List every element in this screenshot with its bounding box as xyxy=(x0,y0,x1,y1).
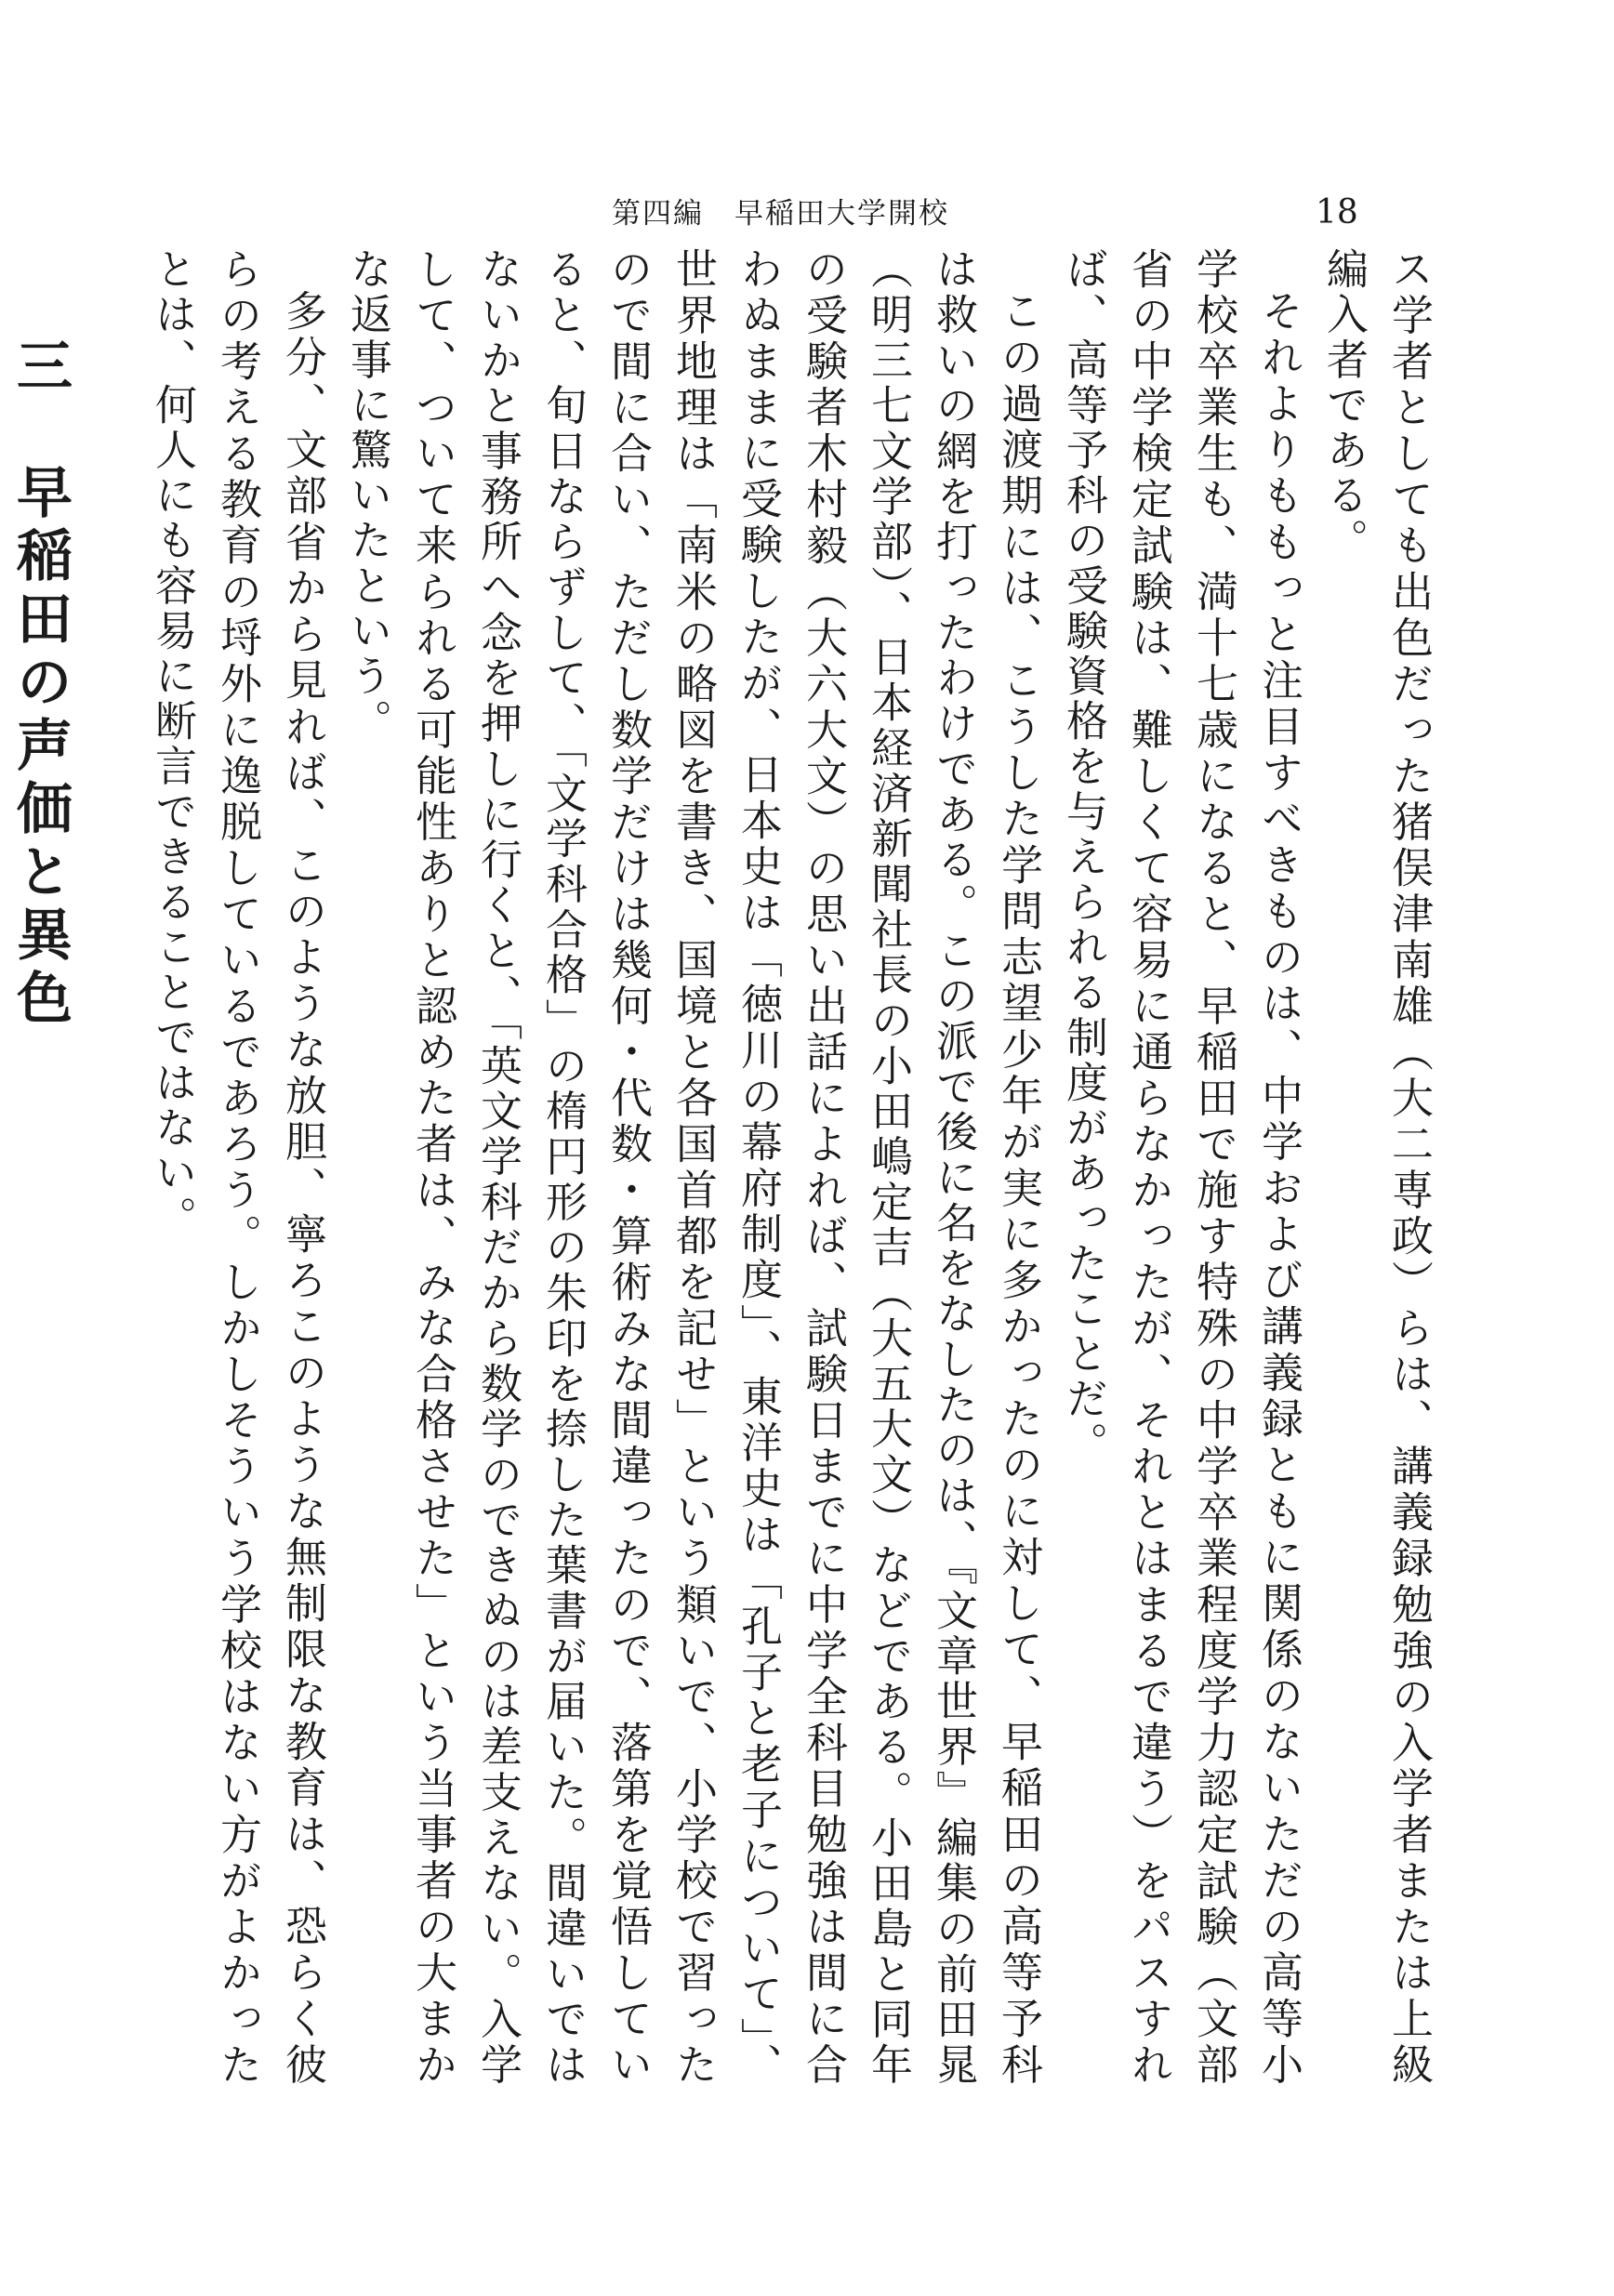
section-heading: 三 早稲田の声価と異色 xyxy=(7,336,73,1032)
paragraph-1: ス学者としても出色だった猪俣津南雄（大二専政）らは、講義録勉強の入学者または上級編入者である。 xyxy=(1319,247,1434,2088)
paragraph-3: この過渡期には、こうした学問志望少年が実に多かったのに対して、早稲田の高等予科は救いの網を打ったわけである。この派で後に名をなしたのは、『文章世界』編集の前田晁（明三七文学部）、日本経済新聞社長の小田嶋定吉（大五大文）などである。小田島と同年の受験者木村毅（大六大文）の思い出話によれば、試験日までに中学全科目勉強は間に合わぬままに受験したが、日本史は「徳川の幕府制度」、東洋史は「孔子と老子について」、世界地理は「南米の略図を書き、国境と各国首都を記せ」という類いで、小学校で習ったので間に合い、ただし数学だけは幾何・代数・算術みな間違ったので、落第を覚悟していると、旬日ならずして、「文学科合格」の楕円形の朱印を捺した葉書が届いた。間違いではないかと事務所へ念を押しに行くと、「英文学科だから数学のできぬのは差支えない。入学して、ついて来られる可能性ありと認めた者は、みな合格させた」という当事者の大まかな返事に驚いたという。 xyxy=(343,247,1043,2088)
paragraph-4: 多分、文部省から見れば、このような放胆、寧ろこのような無制限な教育は、恐らく彼らの考える教育の埒外に逸脱しているであろう。しかしそういう学校はない方がよかったとは、何人にも容易に断言できることではない。 xyxy=(148,247,327,2088)
paragraph-2: それよりももっと注目すべきものは、中学および講義録ともに関係のないただの高等小学校卒業生も、満十七歳になると、早稲田で施す特殊の中学卒業程度学力認定試験（文部省の中学検定試験は、難しくて容易に通らなかったが、それとはまるで違う）をパスすれば、高等予科の受験資格を与えられる制度があったことだ。 xyxy=(1059,247,1303,2088)
vertical-body-text xyxy=(7,247,1441,2088)
page-number: 18 xyxy=(1316,193,1358,231)
running-header-title: 第四編 早稲田大学開校 xyxy=(612,197,949,231)
